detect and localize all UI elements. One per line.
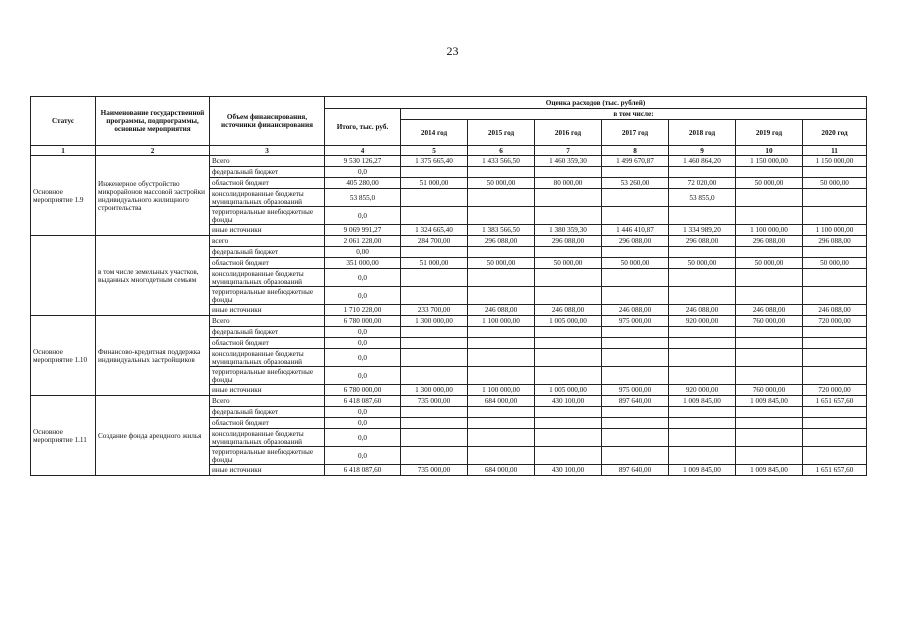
year-value-cell [602,327,669,338]
source-cell: федеральный бюджет [210,247,325,258]
table-row [31,156,867,167]
year-value-cell: 1 009 845,00 [669,396,736,407]
year-value-cell [401,447,468,465]
total-cell: 6 418 087,60 [325,396,401,407]
year-value-cell [736,167,803,178]
source-cell: иные источники [210,465,325,476]
year-value-cell: 684 000,00 [468,465,535,476]
header-name: Наименование государственной программы, подпрограммы, основные мероприятия [96,97,210,146]
year-value-cell [803,327,867,338]
program-name-cell: Создание фонда арендного жилья [96,396,210,476]
year-value-cell [535,418,602,429]
year-value-cell [401,349,468,367]
year-value-cell: 1 375 665,40 [401,156,468,167]
column-index: 4 [325,146,401,156]
year-value-cell [535,447,602,465]
total-cell: 0,0 [325,287,401,305]
header-year: 2020 год [803,120,867,146]
year-value-cell [535,247,602,258]
year-value-cell: 1 009 845,00 [736,465,803,476]
year-value-cell [535,167,602,178]
year-value-cell: 1 433 566,50 [468,156,535,167]
year-value-cell [468,247,535,258]
year-value-cell: 684 000,00 [468,396,535,407]
year-value-cell: 50 000,00 [736,258,803,269]
year-value-cell: 1 324 665,40 [401,225,468,236]
year-value-cell [401,189,468,207]
year-value-cell [669,167,736,178]
total-cell: 9 069 991,27 [325,225,401,236]
year-value-cell [468,418,535,429]
source-cell: федеральный бюджет [210,327,325,338]
total-cell: 2 061 228,00 [325,236,401,247]
year-value-cell: 975 000,00 [602,316,669,327]
year-value-cell [602,167,669,178]
year-value-cell [468,338,535,349]
column-index: 10 [736,146,803,156]
year-value-cell [736,367,803,385]
year-value-cell: 246 088,00 [669,305,736,316]
column-index: 2 [96,146,210,156]
year-value-cell [468,327,535,338]
year-value-cell: 1 651 657,60 [803,396,867,407]
total-cell: 0,0 [325,418,401,429]
header-year: 2015 год [468,120,535,146]
total-cell: 0,0 [325,429,401,447]
year-value-cell [736,349,803,367]
year-value-cell [602,349,669,367]
year-value-cell [535,207,602,225]
year-value-cell: 1 460 864,20 [669,156,736,167]
column-index: 3 [210,146,325,156]
year-value-cell: 720 000,00 [803,385,867,396]
year-value-cell [669,429,736,447]
year-value-cell: 53 260,00 [602,178,669,189]
total-cell: 0,0 [325,447,401,465]
year-value-cell [602,269,669,287]
year-value-cell [669,407,736,418]
year-value-cell [468,447,535,465]
year-value-cell: 1 150 000,00 [803,156,867,167]
year-value-cell [736,207,803,225]
source-cell: территориальные внебюджетные фонды [210,207,325,225]
column-index: 7 [535,146,602,156]
year-value-cell [401,338,468,349]
budget-table [30,96,867,476]
year-value-cell: 296 088,00 [803,236,867,247]
source-cell: консолидированные бюджеты муниципальных образований [210,269,325,287]
year-value-cell: 920 000,00 [669,385,736,396]
year-value-cell: 1 100 000,00 [736,225,803,236]
year-value-cell [602,407,669,418]
source-cell: иные источники [210,305,325,316]
program-name-cell: в том числе земельных участков, выданных многодетным семьям [96,236,210,316]
year-value-cell [803,207,867,225]
year-value-cell [468,287,535,305]
year-value-cell: 284 700,00 [401,236,468,247]
year-value-cell [468,429,535,447]
year-value-cell: 1 009 845,00 [669,465,736,476]
year-value-cell [401,287,468,305]
year-value-cell [468,207,535,225]
year-value-cell: 1 499 670,87 [602,156,669,167]
year-value-cell: 1 005 000,00 [535,385,602,396]
year-value-cell [803,247,867,258]
year-value-cell [401,247,468,258]
year-value-cell [535,349,602,367]
year-value-cell [736,327,803,338]
year-value-cell: 50 000,00 [602,258,669,269]
year-value-cell [803,189,867,207]
year-value-cell [669,247,736,258]
year-value-cell: 296 088,00 [669,236,736,247]
year-value-cell: 1 300 000,00 [401,316,468,327]
year-value-cell [669,367,736,385]
year-value-cell [803,429,867,447]
page-number: 23 [446,44,459,58]
header-year: 2016 год [535,120,602,146]
table-row [31,396,867,407]
total-cell: 6 780 000,00 [325,316,401,327]
year-value-cell [401,269,468,287]
header-volume: Объем финансирования, источники финансирования [210,97,325,146]
source-cell: консолидированные бюджеты муниципальных образований [210,429,325,447]
column-index: 8 [602,146,669,156]
year-value-cell [602,338,669,349]
year-value-cell: 246 088,00 [602,305,669,316]
year-value-cell [803,269,867,287]
year-value-cell [535,429,602,447]
year-value-cell: 1 460 359,30 [535,156,602,167]
source-cell: областной бюджет [210,178,325,189]
source-cell: областной бюджет [210,418,325,429]
year-value-cell [669,207,736,225]
column-index: 1 [31,146,96,156]
year-value-cell: 51 000,00 [401,258,468,269]
year-value-cell: 720 000,00 [803,316,867,327]
year-value-cell: 430 100,00 [535,396,602,407]
year-value-cell: 246 088,00 [736,305,803,316]
year-value-cell: 1 380 359,30 [535,225,602,236]
year-value-cell [401,207,468,225]
year-value-cell: 1 100 000,00 [803,225,867,236]
year-value-cell [803,349,867,367]
year-value-cell [535,338,602,349]
year-value-cell: 296 088,00 [736,236,803,247]
year-value-cell [602,418,669,429]
year-value-cell: 760 000,00 [736,316,803,327]
header-year: 2014 год [401,120,468,146]
year-value-cell: 1 334 989,20 [669,225,736,236]
year-value-cell [736,247,803,258]
header-estimate: Оценка расходов (тыс. рублей) [325,97,867,109]
header-year: 2019 год [736,120,803,146]
year-value-cell [669,338,736,349]
year-value-cell [803,447,867,465]
year-value-cell: 1 383 566,50 [468,225,535,236]
year-value-cell: 50 000,00 [669,258,736,269]
year-value-cell [736,189,803,207]
year-value-cell [803,167,867,178]
year-value-cell [535,287,602,305]
total-cell: 0,0 [325,338,401,349]
total-cell: 0,0 [325,207,401,225]
total-cell: 351 000,00 [325,258,401,269]
year-value-cell [468,269,535,287]
year-value-cell [669,418,736,429]
source-cell: территориальные внебюджетные фонды [210,447,325,465]
year-value-cell [602,287,669,305]
total-cell: 0,0 [325,269,401,287]
year-value-cell: 246 088,00 [468,305,535,316]
source-cell: Всего [210,316,325,327]
year-value-cell [468,167,535,178]
year-value-cell [401,327,468,338]
header-year: 2018 год [669,120,736,146]
year-value-cell: 50 000,00 [803,178,867,189]
source-cell: иные источники [210,225,325,236]
total-cell: 6 780 000,00 [325,385,401,396]
year-value-cell: 897 640,00 [602,396,669,407]
year-value-cell: 72 020,00 [669,178,736,189]
year-value-cell [535,367,602,385]
year-value-cell [468,407,535,418]
year-value-cell: 897 640,00 [602,465,669,476]
year-value-cell: 430 100,00 [535,465,602,476]
year-value-cell [736,338,803,349]
year-value-cell: 50 000,00 [468,178,535,189]
year-value-cell [803,418,867,429]
year-value-cell: 1 300 000,00 [401,385,468,396]
status-cell: Основное мероприятие 1.10 [31,316,96,396]
year-value-cell [602,207,669,225]
year-value-cell [535,407,602,418]
year-value-cell [736,407,803,418]
table-row [31,236,867,247]
year-value-cell [401,367,468,385]
year-value-cell [669,269,736,287]
source-cell: областной бюджет [210,338,325,349]
year-value-cell: 1 100 000,00 [468,385,535,396]
year-value-cell: 760 000,00 [736,385,803,396]
year-value-cell [736,447,803,465]
year-value-cell: 50 000,00 [535,258,602,269]
year-value-cell [669,287,736,305]
year-value-cell [535,189,602,207]
year-value-cell [602,247,669,258]
total-cell: 0,00 [325,247,401,258]
column-index: 11 [803,146,867,156]
total-cell: 6 418 087,60 [325,465,401,476]
year-value-cell [468,189,535,207]
year-value-cell: 735 000,00 [401,465,468,476]
year-value-cell: 1 651 657,60 [803,465,867,476]
year-value-cell [736,287,803,305]
source-cell: федеральный бюджет [210,407,325,418]
total-cell: 0,0 [325,367,401,385]
year-value-cell: 233 700,00 [401,305,468,316]
program-name-cell: Инженерное обустройство микрорайонов массовой застройки индивидуального жилищного строительства [96,156,210,236]
source-cell: консолидированные бюджеты муниципальных образований [210,349,325,367]
year-value-cell: 51 000,00 [401,178,468,189]
year-value-cell [602,429,669,447]
source-cell: территориальные внебюджетные фонды [210,367,325,385]
year-value-cell [669,447,736,465]
source-cell: Всего [210,156,325,167]
year-value-cell: 53 855,0 [669,189,736,207]
year-value-cell [669,349,736,367]
total-cell: 0,0 [325,167,401,178]
column-index: 6 [468,146,535,156]
year-value-cell: 50 000,00 [736,178,803,189]
year-value-cell [602,367,669,385]
year-value-cell: 920 000,00 [669,316,736,327]
year-value-cell: 246 088,00 [535,305,602,316]
header-including: в том числе: [401,109,867,120]
column-index: 9 [669,146,736,156]
year-value-cell: 1 150 000,00 [736,156,803,167]
year-value-cell [468,349,535,367]
header-status: Статус [31,97,96,146]
year-value-cell [401,407,468,418]
year-value-cell: 296 088,00 [535,236,602,247]
year-value-cell: 296 088,00 [602,236,669,247]
year-value-cell: 1 446 410,87 [602,225,669,236]
source-cell: всего [210,236,325,247]
year-value-cell: 975 000,00 [602,385,669,396]
year-value-cell: 50 000,00 [468,258,535,269]
year-value-cell: 1 009 845,00 [736,396,803,407]
total-cell: 0,0 [325,407,401,418]
year-value-cell: 296 088,00 [468,236,535,247]
year-value-cell [736,269,803,287]
source-cell: Всего [210,396,325,407]
header-total: Итого, тыс. руб. [325,109,401,146]
source-cell: федеральный бюджет [210,167,325,178]
year-value-cell [669,327,736,338]
status-cell: Основное мероприятие 1.11 [31,396,96,476]
year-value-cell [401,429,468,447]
year-value-cell: 50 000,00 [803,258,867,269]
source-cell: территориальные внебюджетные фонды [210,287,325,305]
source-cell: иные источники [210,385,325,396]
year-value-cell [736,418,803,429]
year-value-cell: 246 088,00 [803,305,867,316]
year-value-cell [803,407,867,418]
column-index: 5 [401,146,468,156]
status-cell [31,236,96,316]
year-value-cell [803,367,867,385]
year-value-cell: 735 000,00 [401,396,468,407]
year-value-cell [803,338,867,349]
year-value-cell [535,269,602,287]
year-value-cell [468,367,535,385]
year-value-cell: 1 005 000,00 [535,316,602,327]
year-value-cell [803,287,867,305]
total-cell: 0,0 [325,327,401,338]
total-cell: 1 710 228,00 [325,305,401,316]
header-year: 2017 год [602,120,669,146]
year-value-cell: 80 000,00 [535,178,602,189]
total-cell: 9 530 126,27 [325,156,401,167]
year-value-cell [736,429,803,447]
year-value-cell [602,189,669,207]
year-value-cell [535,327,602,338]
table-row [31,316,867,327]
source-cell: областной бюджет [210,258,325,269]
year-value-cell: 1 100 000,00 [468,316,535,327]
year-value-cell [401,418,468,429]
total-cell: 53 855,0 [325,189,401,207]
year-value-cell [602,447,669,465]
status-cell: Основное мероприятие 1.9 [31,156,96,236]
total-cell: 405 280,00 [325,178,401,189]
total-cell: 0,0 [325,349,401,367]
program-name-cell: Финансово-кредитная поддержка индивидуальных застройщиков [96,316,210,396]
source-cell: консолидированные бюджеты муниципальных образований [210,189,325,207]
year-value-cell [401,167,468,178]
